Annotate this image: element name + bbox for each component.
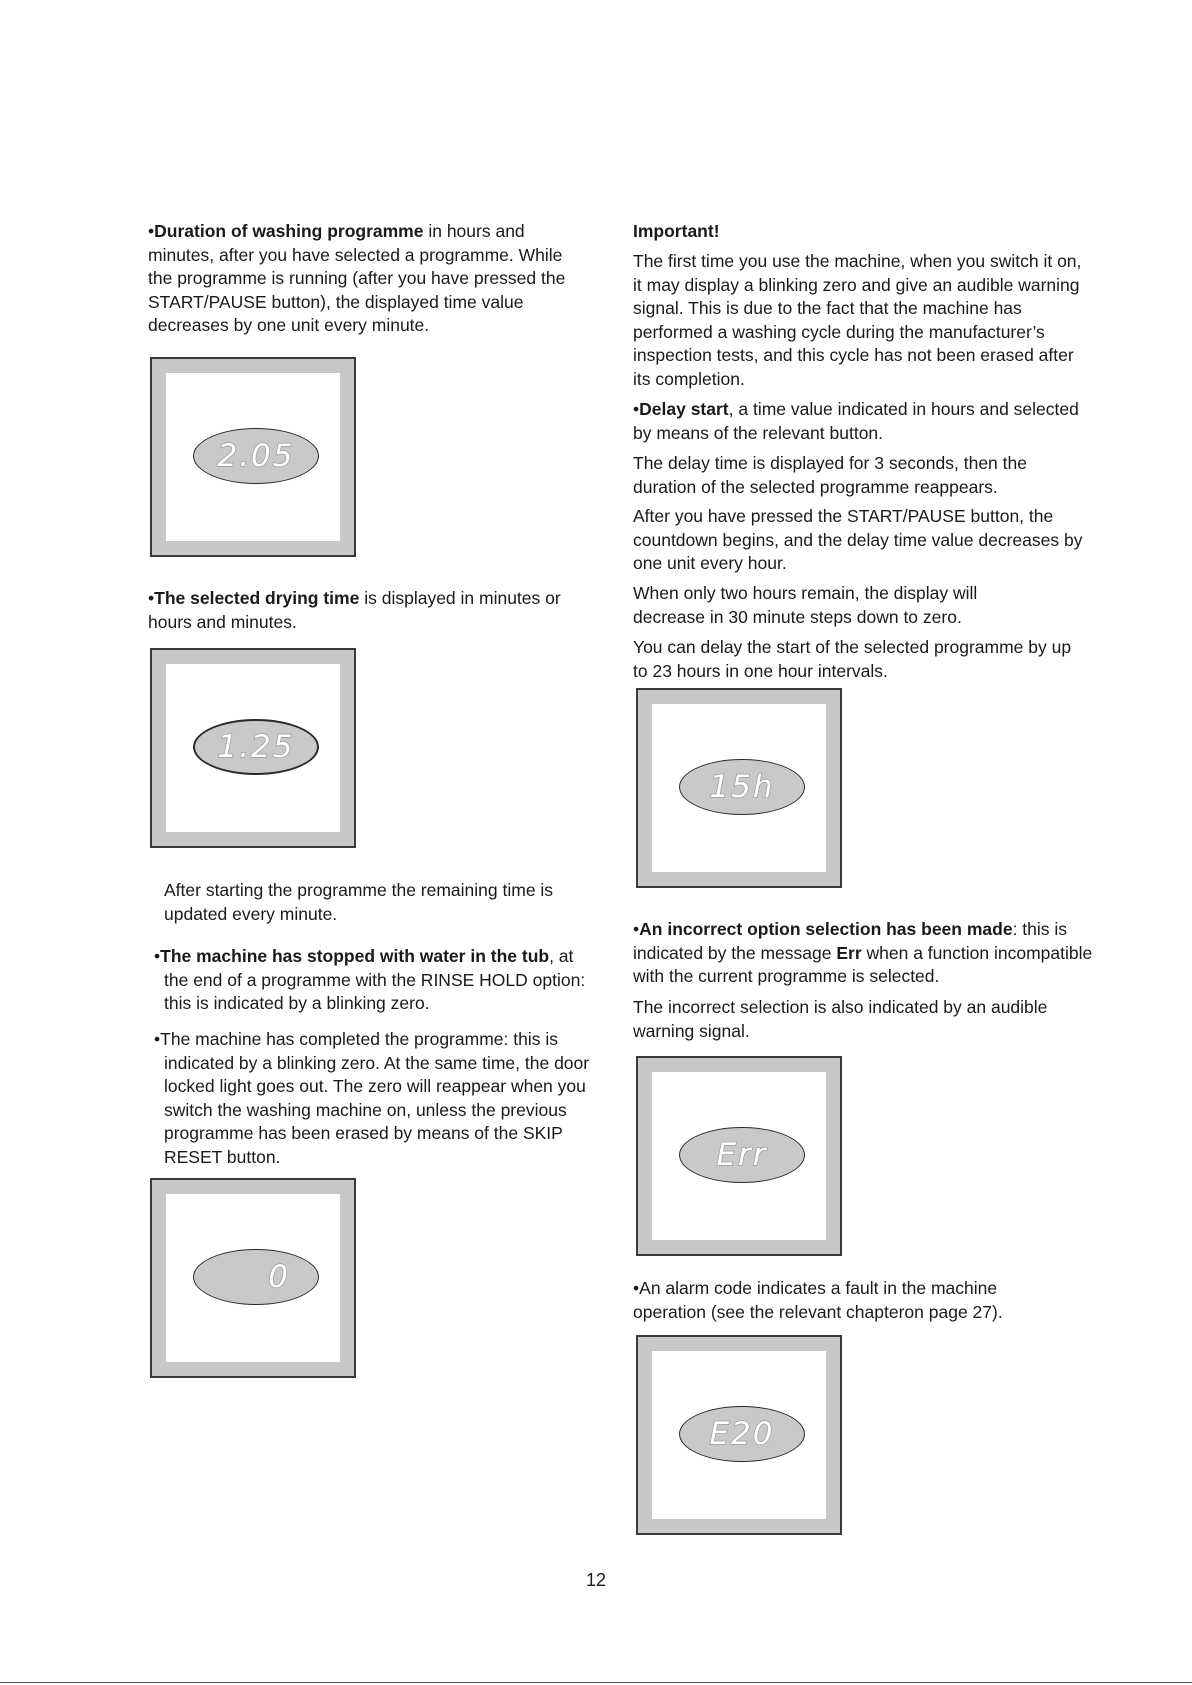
panel-screen [166,1194,340,1362]
lcd-readout: 1.25 [217,728,295,765]
display-panel-alarm [636,1335,842,1535]
display-panel-delay [636,688,842,888]
display-panel-error [636,1056,842,1256]
page-number: 12 [585,1570,607,1590]
bottom-rule [0,1682,1192,1683]
warning-signal-paragraph: The incorrect selection is also indicated by an audible warning signal. [633,997,1048,1041]
incorrect-option-text-end: when a function incompatible with the current programme is selected. [633,942,1093,986]
two-hours-paragraph: When only two hours remain, the display will decrease in 30 minute steps down to zero. [633,583,978,627]
drying-time-text: is displayed in minutes or hours and minutes. [148,588,561,632]
err-message: Err [836,942,862,963]
stopped-water-heading: The machine has stopped with water in the tub [160,946,550,966]
first-use-paragraph: The first time you use the machine, when you switch it on, it may display a blinking zero and give an audible warning signal. This is due to the fact that the machine has performed a washing cycle during the manufacturer’s inspection tests, and this cycle has not been erased after its completion. [633,251,1082,389]
delay-range-paragraph: You can delay the start of the selected programme by up to 23 hours in one hour intervals. [633,637,1072,681]
lcd-display [679,759,805,815]
countdown-paragraph: After you have pressed the START/PAUSE button, the countdown begins, and the delay time value decreases by one unit every hour. [633,506,1083,573]
incorrect-option-heading: An incorrect option selection has been made [639,919,1013,939]
panel-screen [166,664,340,832]
bullet: • [633,919,640,939]
lcd-readout: E20 [709,1415,775,1452]
incorrect-option-paragraph [633,918,1093,989]
bullet: • [633,1278,640,1298]
lcd-readout: 15h [709,768,775,805]
lcd-display [679,1406,805,1462]
lcd-display [193,1249,319,1305]
bullet: • [148,221,155,241]
remaining-time-paragraph: After starting the programme the remaining time is updated every minute. [164,880,554,924]
lcd-display [679,1127,805,1183]
completed-text: The machine has completed the programme: this is indicated by a blinking zero. At the same time, the door locked light goes out. The zero will reappear when you switch the washing machine on, unless the previous programme has been erased by means of the SKIP RESET button. [160,1029,590,1167]
drying-time-heading: The selected drying time [154,588,360,608]
panel-screen [652,704,826,872]
alarm-code-paragraph [633,1277,1073,1324]
lcd-readout: 2.05 [217,437,295,474]
delay-start-text: , a time value indicated in hours and selected by means of the relevant button. [633,399,1079,443]
completed-paragraph [148,1028,594,1169]
panel-screen [652,1351,826,1519]
bullet: • [154,946,161,966]
alarm-code-text: An alarm code indicates a fault in the machine operation (see the relevant chapteron page 27). [633,1278,1003,1322]
bullet: • [154,1029,161,1049]
delay-time-paragraph: The delay time is displayed for 3 seconds, then the duration of the selected programme reappears. [633,453,1027,497]
lcd-display [193,719,319,775]
panel-screen [166,373,340,541]
delay-start-paragraph [633,398,1083,445]
important-heading [633,220,720,244]
drying-time-paragraph [148,587,588,634]
duration-heading: Duration of washing programme [154,221,424,241]
lcd-display [193,428,319,484]
lcd-readout: 0 [268,1258,290,1295]
stopped-water-paragraph [148,945,594,1016]
panel-screen [652,1072,826,1240]
display-panel-drying [150,648,356,848]
delay-start-heading: Delay start [639,399,729,419]
stopped-water-text: , at the end of a programme with the RINSE HOLD option: this is indicated by a blinking zero. [164,946,586,1013]
display-panel-duration [150,357,356,557]
important-heading-text: Important! [633,221,720,241]
duration-paragraph [148,220,578,338]
lcd-readout: Err [716,1136,768,1173]
bullet: • [633,399,640,419]
bullet: • [148,588,155,608]
display-panel-zero [150,1178,356,1378]
incorrect-option-text: : this is indicated by the message [633,919,1068,963]
duration-text: in hours and minutes, after you have selected a programme. While the programme is running (after you have pressed the START/PAUSE button), the displayed time value decreases by one unit every minute. [148,221,566,335]
